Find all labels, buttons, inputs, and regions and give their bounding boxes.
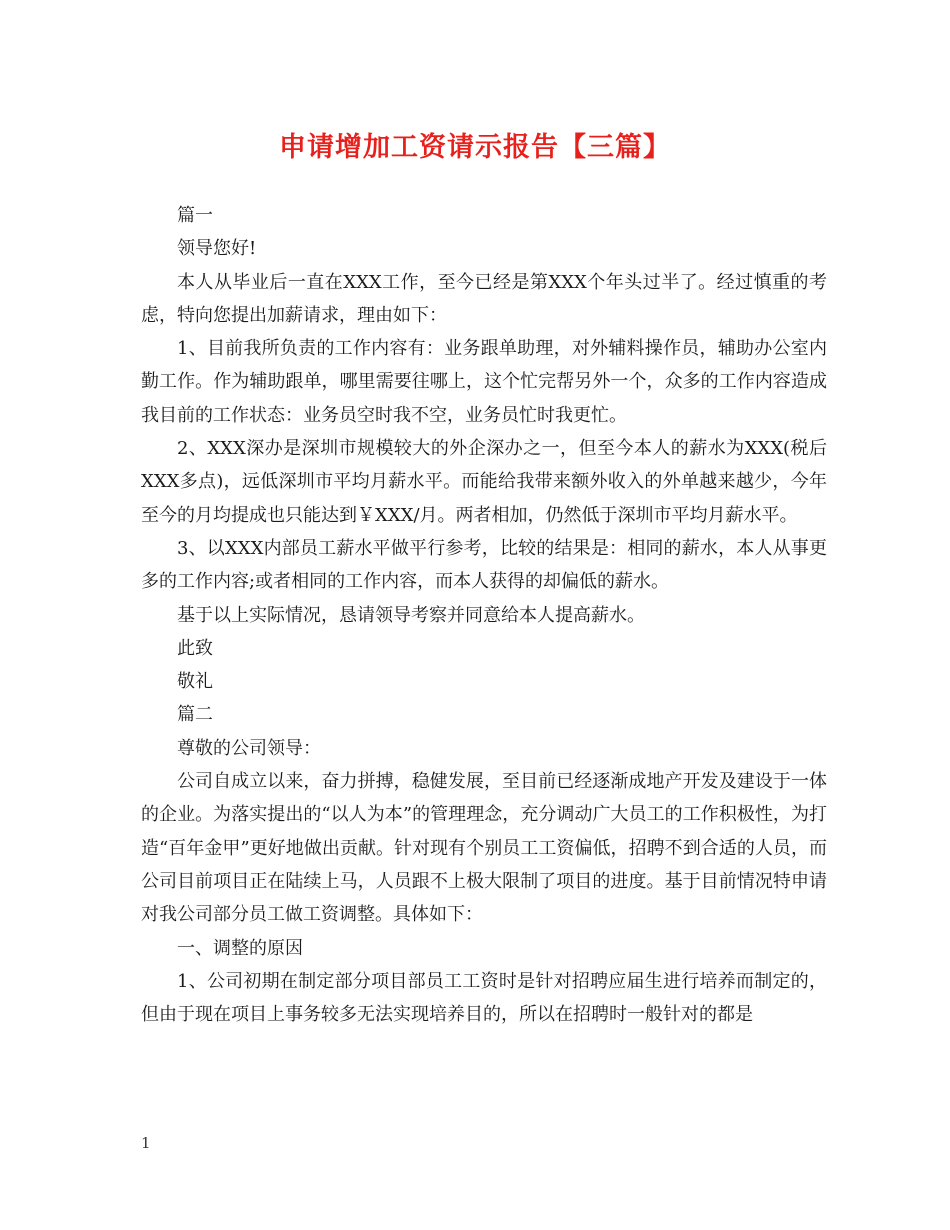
page-number: 1 — [141, 1134, 151, 1152]
paragraph-reason-2: 2、XXX深办是深圳市规模较大的外企深办之一，但至今本人的薪水为XXX(税后XXX多点)，远低深圳市平均月薪水平。而能给我带来额外收入的外单越来越少，今年至今的月均提成也只能达到￥XXX/月。两者相加，仍然低于深圳市平均月薪水平。 — [141, 438, 827, 526]
paragraph-section-two-heading: 篇二 — [177, 704, 213, 726]
paragraph-subheading-reasons: 一、调整的原因 — [177, 937, 303, 959]
paragraph-intro: 本人从毕业后一直在XXX工作，至今已经是第XXX个年头过半了。经过慎重的考虑，特向您提出加薪请求，理由如下： — [141, 271, 827, 326]
paragraph-salutation: 尊敬的公司领导： — [177, 737, 321, 759]
paragraph-reason-3: 3、以XXX内部员工薪水平做平行参考，比较的结果是：相同的薪水，本人从事更多的工作内容;或者相同的工作内容，而本人获得的却偏低的薪水。 — [141, 537, 827, 593]
paragraph-closing-1: 此致 — [177, 637, 213, 659]
paragraph-reason-detail-1: 1、公司初期在制定部分项目部员工工资时是针对招聘应届生进行培养而制定的，但由于现在项目上事务较多无法实现培养目的，所以在招聘时一般针对的都是 — [141, 970, 827, 1026]
document-body — [141, 199, 827, 1031]
paragraph-greeting: 领导您好! — [177, 238, 257, 260]
paragraph-closing-2: 敬礼 — [177, 671, 213, 693]
paragraph-company-background: 公司自成立以来，奋力拼搏，稳健发展，至目前已经逐渐成地产开发及建设于一体的企业。为落实提出的“以人为本”的管理理念，充分调动广大员工的工作积极性，为打造“百年金甲”更好地做出贡献。针对现有个别员工工资偏低，招聘不到合适的人员，而公司目前项目正在陆续上马，人员跟不上极大限制了项目的进度。基于目前情况特申请对我公司部分员工做工资调整。具体如下： — [141, 771, 827, 926]
document-title: 申请增加工资请示报告【三篇】 — [279, 132, 671, 163]
paragraph-reason-1: 1、目前我所负责的工作内容有：业务跟单助理，对外辅料操作员，辅助办公室内勤工作。作为辅助跟单，哪里需要往哪上，这个忙完帮另外一个，众多的工作内容造成我目前的工作状态：业务员空时我不空，业务员忙时我更忙。 — [141, 338, 827, 426]
paragraph-request: 基于以上实际情况，恳请领导考察并同意给本人提高薪水。 — [177, 604, 645, 626]
paragraph-section-one-heading: 篇一 — [177, 205, 213, 226]
